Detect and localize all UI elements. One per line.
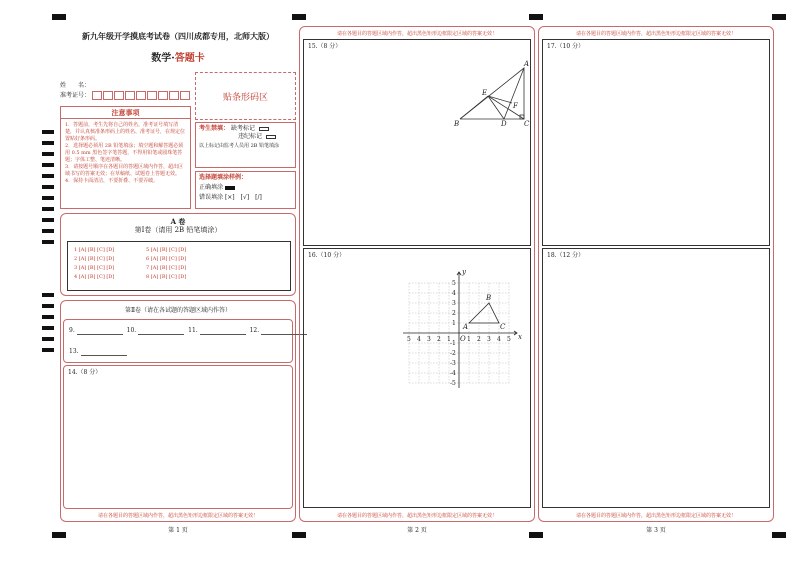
choice-row[interactable]: 7 [A] [B] [C] [D] (146, 265, 187, 271)
part1-title: 第Ⅰ卷（请用 2B 铅笔填涂） (134, 226, 222, 234)
notice-item: 2．选择题必须用 2B 铅笔填涂；填空题和解答题必须用 0.5 mm 黑色签字笔答题，不得用铅笔或圆珠笔答题；字体工整、笔迹清晰。 (65, 143, 184, 163)
q16-coordinate-grid (399, 266, 531, 401)
choice-row[interactable]: 2 [A] [B] [C] [D] (74, 256, 115, 262)
label-c: C (524, 120, 530, 128)
warning-note: 请在各题目的答题区域内作答，超出黑色矩形边框限定区域的答案无效！ (336, 31, 497, 37)
exam-ban-note: 以上标记由监考人员用 2B 铅笔填涂 (199, 143, 280, 149)
section-a-title: A 卷 (170, 217, 186, 226)
fill-sample-title: 选择题填涂样例： (199, 174, 248, 181)
registration-mark (52, 14, 66, 20)
section-b-box (60, 300, 296, 522)
notice-item: 4．保持卡面清洁，不要折叠、不要弄破。 (65, 178, 159, 184)
barcode-area (195, 72, 296, 120)
page2-frame (299, 26, 535, 522)
section-b-title: 第Ⅱ卷（请在各试题的答题区域内作答） (124, 307, 232, 314)
page-number: 第 3 页 (646, 527, 666, 534)
q15-label: 15.（8 分） (308, 43, 342, 50)
choice-column-left (74, 246, 114, 282)
subtitle-main: 数学· (151, 53, 175, 64)
warning-note: 请在各题目的答题区域内作答，超出黑色矩形边框限定区域的答案无效！ (575, 31, 736, 37)
blank-answer-box (63, 319, 293, 363)
label-f: F (513, 102, 518, 110)
x-tick: 3 (487, 336, 491, 343)
exam-ban-box (195, 122, 296, 168)
registration-mark (772, 532, 786, 538)
wrong-fill-label: 错误填涂 (199, 194, 224, 201)
x-tick: 3 (427, 336, 431, 343)
y-tick: -3 (450, 360, 456, 367)
label-d: D (501, 120, 507, 128)
q18-answer-box[interactable] (542, 248, 770, 508)
q15-figure (454, 60, 530, 128)
notice-box (60, 106, 191, 209)
y-tick: 3 (452, 300, 456, 307)
choice-column-right (146, 246, 186, 282)
y-axis-label: y (462, 268, 466, 276)
q10-blank[interactable] (138, 334, 184, 335)
name-label: 姓 名： (60, 82, 91, 89)
origin-label: O (460, 335, 466, 343)
q13-blank[interactable] (81, 355, 127, 356)
exam-title: 新九年级开学摸底考试卷（四川成都专用，北师大版） (82, 31, 274, 41)
absent-mark-label: 缺考标记 (230, 125, 255, 132)
exam-ban-label: 考生禁填： (199, 125, 230, 132)
choice-grid (67, 241, 291, 291)
violation-mark-box[interactable] (266, 135, 276, 139)
warning-note: 请在各题目的答题区域内作答，超出黑色矩形边框限定区域的答案无效！ (575, 513, 736, 519)
x-tick: 2 (477, 336, 481, 343)
exam-number-label: 准考证号： (60, 92, 91, 99)
notice-item: 1．答题前，考生先将自己的姓名，准考证号填写清楚，并认真核准条形码上的姓名、准考证号，在规定位置贴好条形码。 (65, 122, 186, 142)
registration-mark (529, 14, 543, 20)
y-tick: 4 (452, 290, 456, 297)
subtitle-red: 答题卡 (174, 53, 205, 64)
point-c-label: C (500, 323, 506, 331)
absent-mark-box[interactable] (259, 127, 269, 131)
wrong-fill-marks: [×] [√] [/] (224, 194, 262, 201)
correct-fill-mark (225, 186, 235, 190)
q17-answer-box[interactable] (542, 39, 770, 246)
x-tick: 1 (467, 336, 471, 343)
registration-mark (292, 14, 306, 20)
page3-frame (538, 26, 774, 522)
q13-label: 13. (69, 348, 79, 355)
warning-note: 请在各题目的答题区域内作答，超出黑色矩形边框限定区域的答案无效！ (97, 513, 258, 519)
segment-be (460, 96, 488, 119)
y-tick: -5 (450, 380, 456, 387)
timing-marks (42, 130, 56, 352)
x-axis-label: x (518, 333, 522, 341)
barcode-label: 贴条形码区 (222, 92, 268, 103)
q17-label: 17.（10 分） (547, 43, 585, 50)
choice-row[interactable]: 8 [A] [B] [C] [D] (146, 274, 187, 280)
label-b: B (454, 120, 460, 128)
notice-item: 3．请按题号顺序在各题目的答题区域内作答，超出区域书写的答案无效；在草稿纸、试题卷上答题无效。 (65, 164, 184, 177)
q9-label: 9. (69, 327, 75, 334)
card-subtitle (60, 49, 296, 64)
segment-ec (488, 96, 524, 119)
q18-label: 18.（12 分） (547, 252, 585, 259)
x-tick: 1 (447, 336, 451, 343)
q12-label: 12. (249, 327, 260, 334)
page-number: 第 2 页 (407, 527, 427, 534)
fill-sample-box (195, 171, 296, 209)
choice-row[interactable]: 4 [A] [B] [C] [D] (74, 274, 115, 280)
q14-answer-box[interactable] (63, 365, 293, 509)
section-a-box (60, 213, 296, 296)
choice-row[interactable]: 6 [A] [B] [C] [D] (146, 256, 187, 262)
choice-row[interactable]: 5 [A] [B] [C] [D] (146, 247, 187, 253)
x-tick: 4 (497, 336, 501, 343)
y-tick: 5 (452, 280, 456, 287)
q16-answer-box[interactable] (303, 248, 531, 508)
violation-mark-label: 违纪标记 (238, 133, 263, 140)
segment-ed (488, 96, 504, 119)
registration-mark (772, 14, 786, 20)
page-number: 第 1 页 (168, 527, 188, 534)
x-tick: 4 (417, 336, 421, 343)
warning-note: 请在各题目的答题区域内作答，超出黑色矩形边框限定区域的答案无效！ (336, 513, 497, 519)
point-a-label: A (463, 323, 469, 331)
x-tick: 5 (507, 336, 511, 343)
q15-answer-box[interactable] (303, 39, 531, 246)
q16-label: 16.（10 分） (308, 252, 346, 259)
notice-title: 注意事项 (61, 107, 190, 119)
correct-fill-label: 正确填涂 (199, 184, 224, 191)
label-e: E (482, 89, 488, 97)
point-b-label: B (486, 294, 492, 302)
name-field[interactable] (60, 82, 210, 90)
q10-label: 10. (126, 327, 137, 334)
y-tick: -4 (450, 370, 456, 377)
y-tick: -2 (450, 350, 456, 357)
label-a: A (524, 60, 530, 68)
x-tick: 2 (437, 336, 441, 343)
choice-row[interactable]: 1 [A] [B] [C] [D] (74, 247, 115, 253)
x-tick: 5 (407, 336, 411, 343)
y-tick: -1 (450, 340, 456, 347)
segment-ef (488, 96, 512, 103)
q9-blank[interactable] (77, 334, 123, 335)
y-tick: 1 (452, 320, 456, 327)
y-tick: 2 (452, 310, 456, 317)
choice-row[interactable]: 3 [A] [B] [C] [D] (74, 265, 115, 271)
q11-label: 11. (188, 327, 198, 334)
q14-label: 14.（8 分） (68, 369, 102, 376)
q11-blank[interactable] (200, 334, 246, 335)
